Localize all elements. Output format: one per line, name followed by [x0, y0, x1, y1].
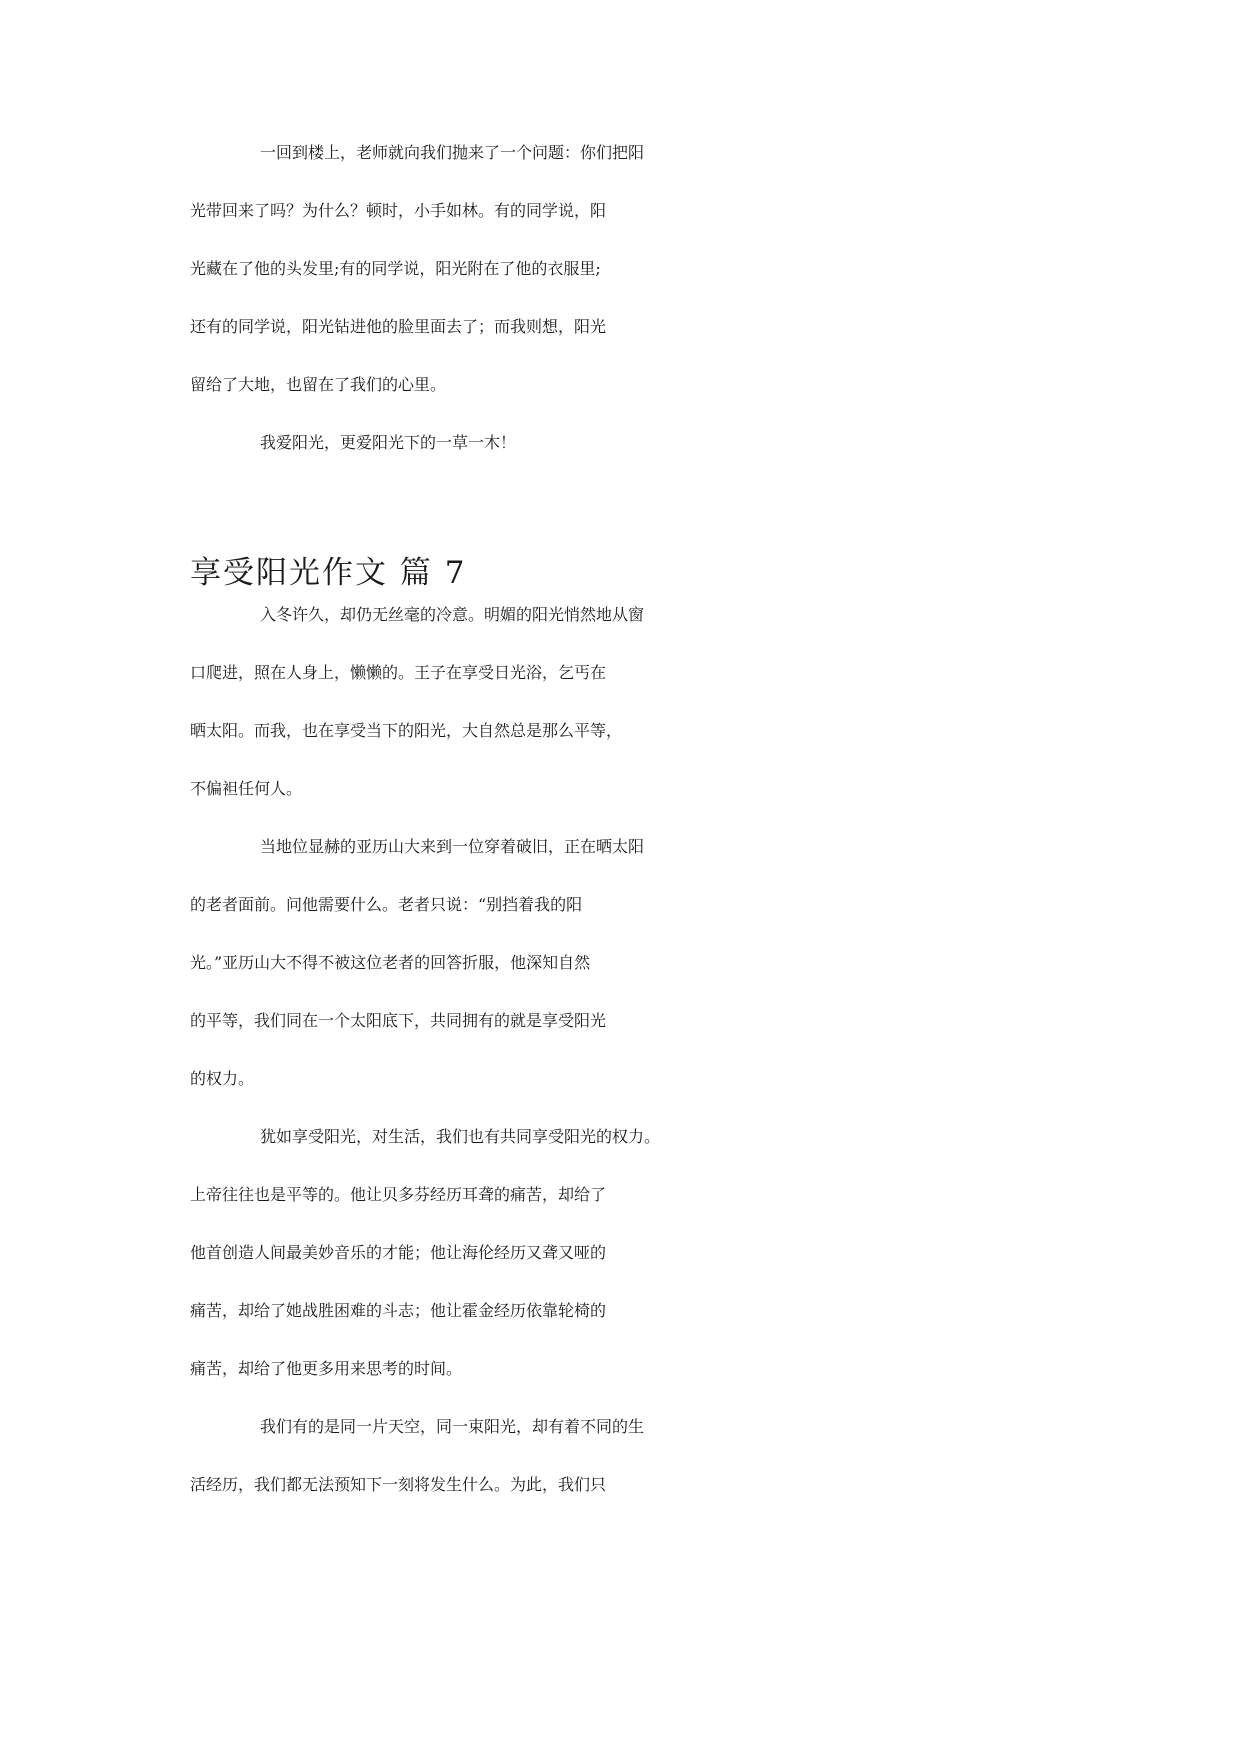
- paragraph-line: 痛苦，却给了他更多用来思考的时间。: [190, 1359, 463, 1378]
- paragraph-line: 我爱阳光，更爱阳光下的一草一木！: [260, 433, 517, 452]
- paragraph: [190, 834, 1058, 1124]
- paragraph-line: 一回到楼上，老师就向我们抛来了一个问题：你们把阳: [260, 143, 645, 162]
- paragraph-line: 入冬许久，却仍无丝毫的冷意。明媚的阳光悄然地从窗: [260, 605, 645, 624]
- paragraph: [190, 1414, 1058, 1530]
- paragraph-line: 他首创造人间最美妙音乐的才能；他让海伦经历又聋又哑的: [190, 1243, 607, 1262]
- paragraph-line: 的平等，我们同在一个太阳底下，共同拥有的就是享受阳光: [190, 1011, 607, 1030]
- paragraph-line: 还有的同学说，阳光钻进他的脸里面去了；而我则想，阳光: [190, 317, 607, 336]
- paragraph-line: 光藏在了他的头发里;有的同学说，阳光附在了他的衣服里;: [190, 259, 601, 278]
- paragraph-line: 不偏袒任何人。: [190, 779, 303, 798]
- paragraph: [190, 602, 1058, 834]
- paragraph: [190, 430, 1058, 488]
- paragraph-line: 留给了大地，也留在了我们的心里。: [190, 375, 447, 394]
- paragraph: [190, 1124, 1058, 1414]
- paragraph-line: 光带回来了吗？为什么？顿时，小手如林。有的同学说，阳: [190, 201, 607, 220]
- paragraph-line: 我们有的是同一片天空，同一束阳光，却有着不同的生: [260, 1417, 645, 1436]
- section-spacer: [190, 488, 1058, 544]
- paragraph-line: 痛苦，却给了她战胜困难的斗志；他让霍金经历依靠轮椅的: [190, 1301, 607, 1320]
- paragraph-line: 犹如享受阳光，对生活，我们也有共同享受阳光的权力。: [260, 1127, 661, 1146]
- paragraph-line: 晒太阳。而我，也在享受当下的阳光，大自然总是那么平等，: [190, 721, 623, 740]
- paragraph-line: 活经历，我们都无法预知下一刻将发生什么。为此，我们只: [190, 1475, 607, 1494]
- paragraph-line: 的老者面前。问他需要什么。老者只说：“别挡着我的阳: [190, 895, 583, 914]
- section-title: 享受阳光作文 篇 7: [190, 555, 467, 591]
- paragraph-line: 的权力。: [190, 1069, 255, 1088]
- paragraph-line: 当地位显赫的亚历山大来到一位穿着破旧，正在晒太阳: [260, 837, 645, 856]
- paragraph-line: 上帝往往也是平等的。他让贝多芬经历耳聋的痛苦，却给了: [190, 1185, 607, 1204]
- paragraph-line: 光。”亚历山大不得不被这位老者的回答折服，他深知自然: [190, 953, 591, 972]
- document-body: [190, 140, 1058, 1530]
- paragraph: [190, 140, 1058, 430]
- paragraph-line: 口爬进，照在人身上，懒懒的。王子在享受日光浴，乞丐在: [190, 663, 607, 682]
